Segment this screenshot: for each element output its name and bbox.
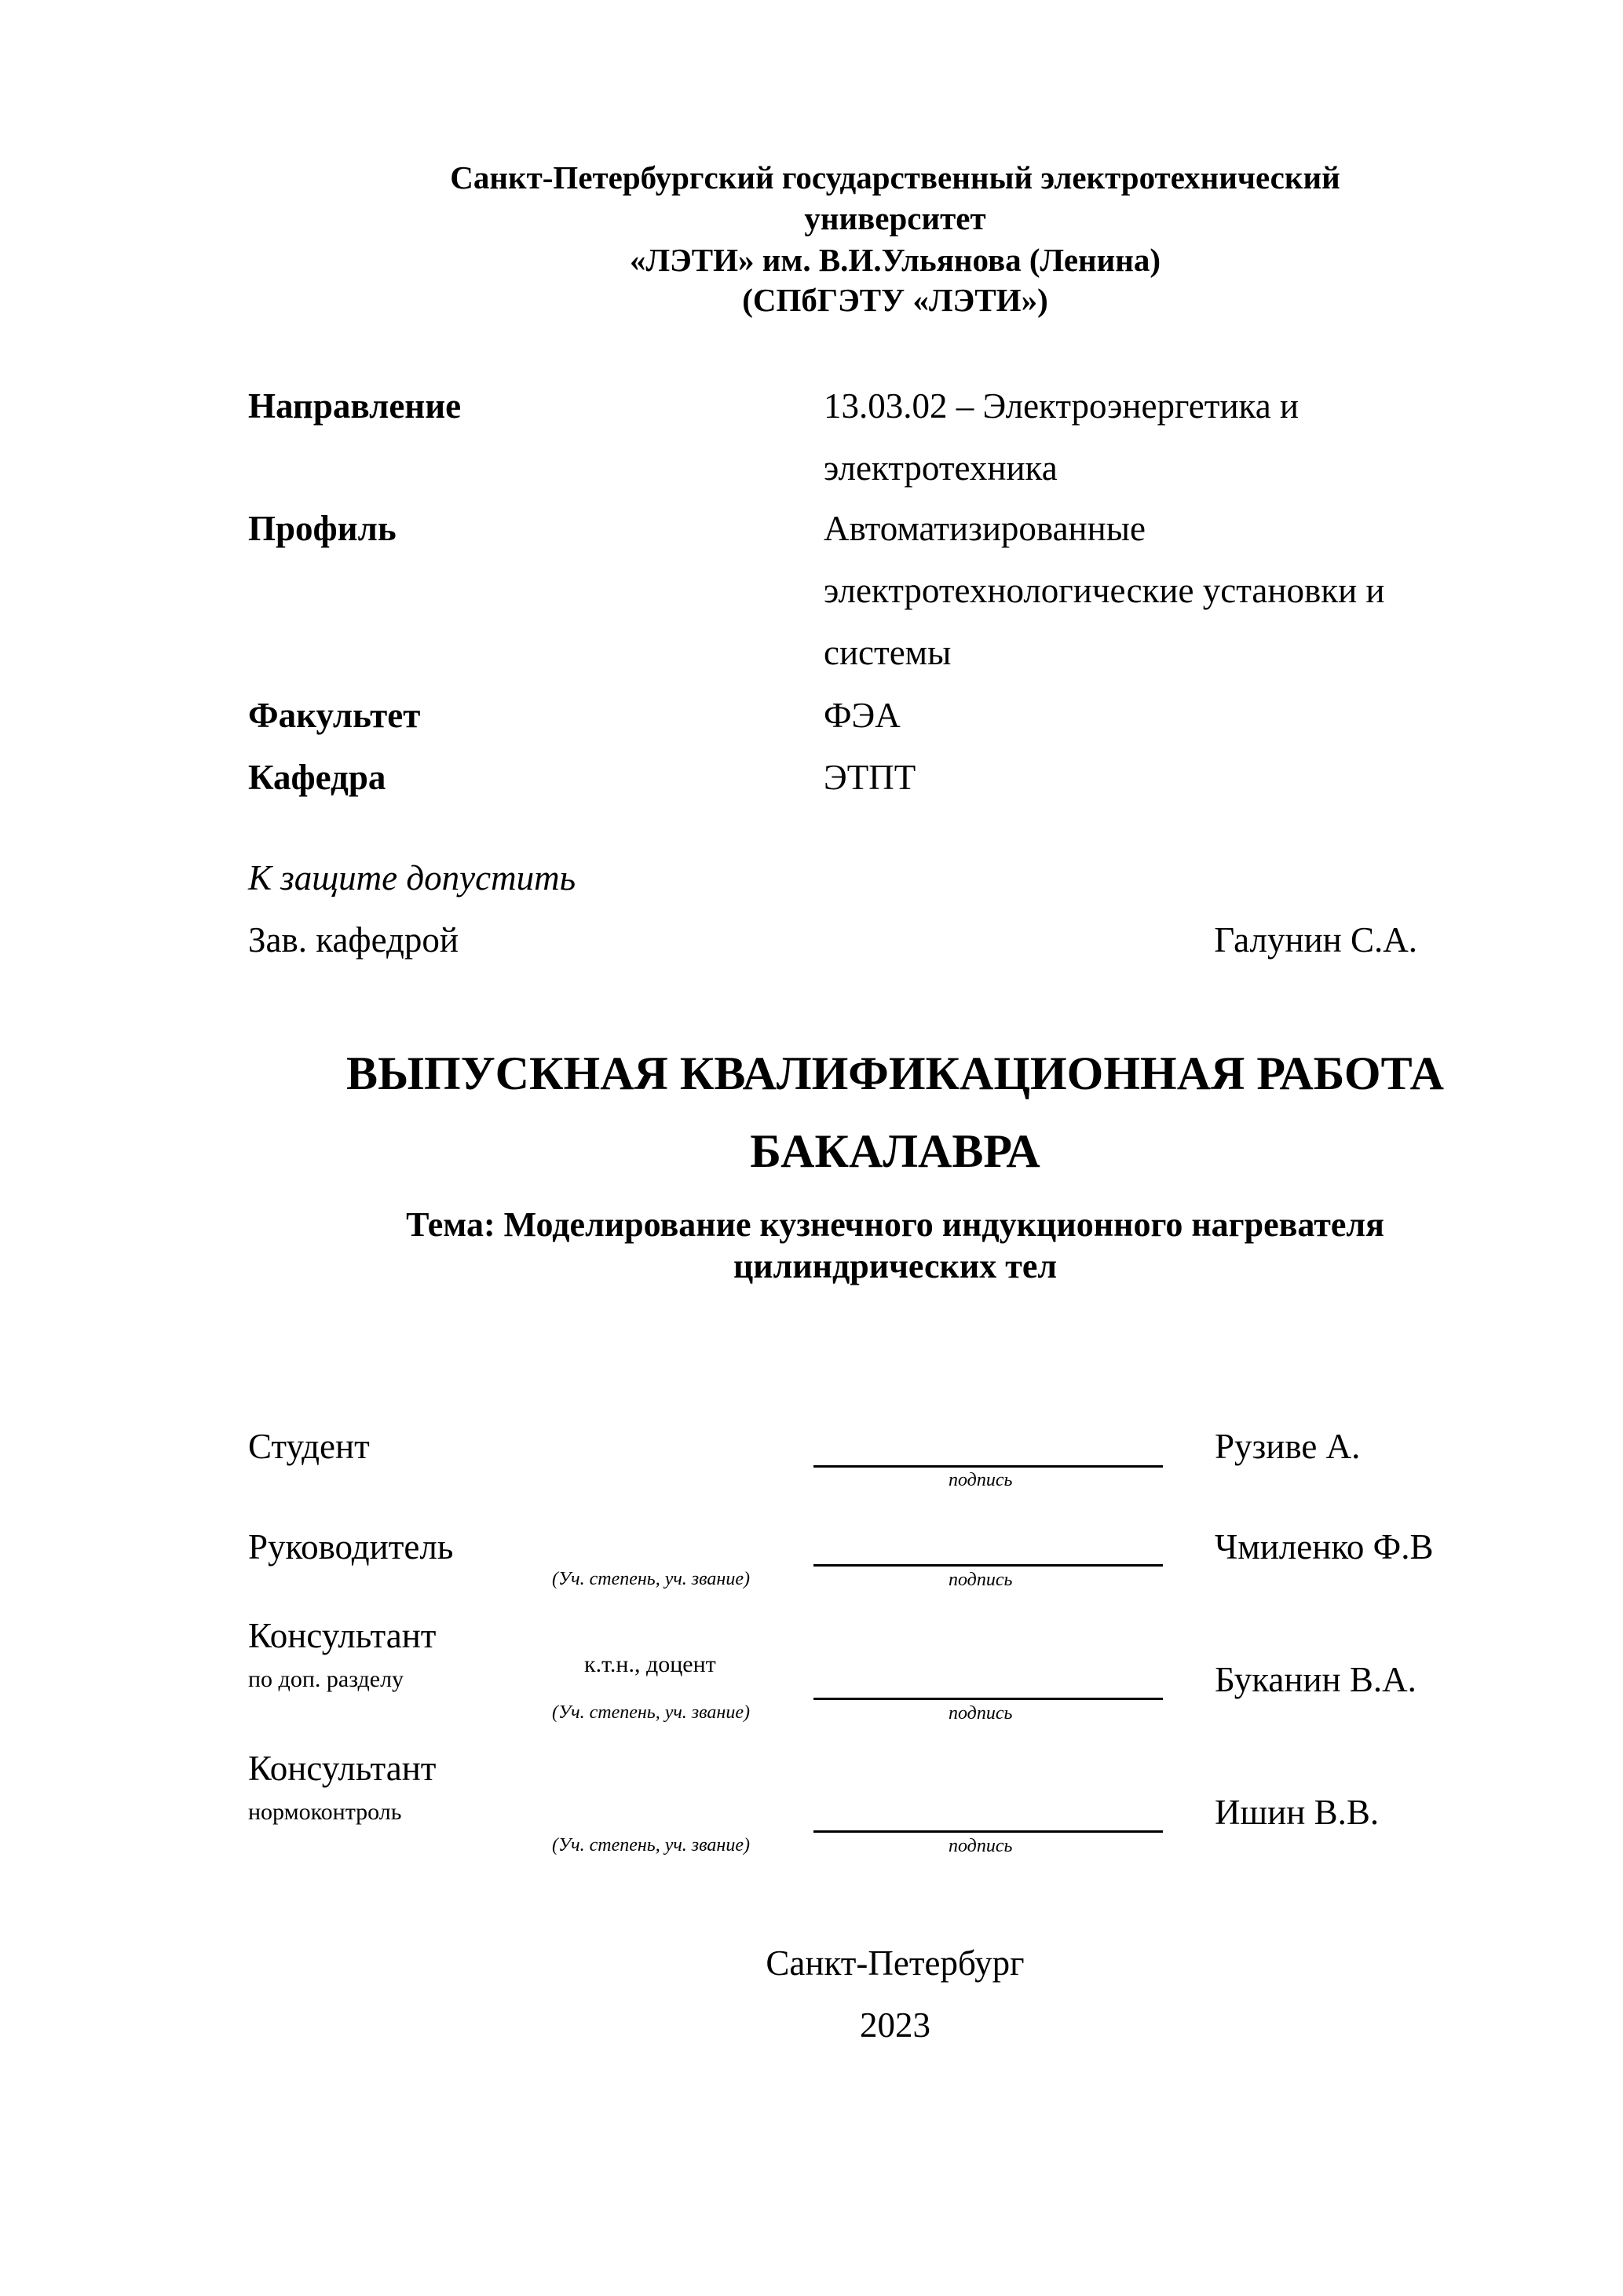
signature-line <box>813 1564 1163 1567</box>
supervisor-label: Руководитель <box>248 1527 454 1567</box>
profile-value: Автоматизированные <box>824 509 1146 548</box>
faculty-value: ФЭА <box>824 696 901 735</box>
signature-caption: подпись <box>949 1836 1013 1856</box>
degree-caption: (Уч. степень, уч. звание) <box>552 1835 750 1855</box>
header-line: (СПбГЭТУ «ЛЭТИ») <box>742 282 1048 318</box>
degree-caption: (Уч. степень, уч. звание) <box>552 1569 750 1589</box>
consultant-name: Буканин В.А. <box>1215 1660 1416 1699</box>
department-label: Кафедра <box>248 758 386 797</box>
profile-label: Профиль <box>248 509 397 548</box>
student-label: Студент <box>248 1427 370 1466</box>
department-value: ЭТПТ <box>824 758 916 797</box>
profile-value: электротехнологические установки и <box>824 571 1385 610</box>
signature-line <box>813 1465 1163 1468</box>
theme-line: Тема: Моделирование кузнечного индукционного нагревателя <box>406 1205 1384 1244</box>
theme-line: цилиндрических тел <box>733 1247 1058 1285</box>
signature-line <box>813 1830 1163 1833</box>
direction-value: электротехника <box>824 448 1058 488</box>
signature-caption: подпись <box>949 1703 1013 1724</box>
title-line: ВЫПУСКНАЯ КВАЛИФИКАЦИОННАЯ РАБОТА <box>346 1047 1444 1099</box>
head-label: Зав. кафедрой <box>248 920 459 960</box>
header-line: «ЛЭТИ» им. В.И.Ульянова (Ленина) <box>629 242 1161 278</box>
head-name: Галунин С.А. <box>1214 920 1417 960</box>
title-line: БАКАЛАВРА <box>750 1125 1040 1177</box>
admit-text: К защите допустить <box>248 858 576 898</box>
student-name: Рузиве А. <box>1215 1427 1361 1466</box>
signature-caption: подпись <box>949 1570 1013 1590</box>
header-line: университет <box>804 200 986 236</box>
consultant-sub: нормоконтроль <box>248 1799 402 1825</box>
city: Санкт-Петербург <box>766 1943 1025 1983</box>
direction-value: 13.03.02 – Электроэнергетика и <box>824 386 1299 426</box>
supervisor-name: Чмиленко Ф.В <box>1215 1527 1434 1567</box>
profile-value: системы <box>824 633 952 672</box>
consultant-degree: к.т.н., доцент <box>584 1651 716 1677</box>
consultant-label: Консультант <box>248 1616 437 1655</box>
direction-label: Направление <box>248 386 462 426</box>
consultant-name: Ишин В.В. <box>1215 1793 1380 1832</box>
year: 2023 <box>860 2005 930 2045</box>
header-line: Санкт-Петербургский государственный электротехнический <box>450 159 1340 196</box>
signature-caption: подпись <box>949 1470 1013 1490</box>
signature-line <box>813 1698 1163 1700</box>
faculty-label: Факультет <box>248 696 421 735</box>
consultant-label: Консультант <box>248 1749 437 1788</box>
consultant-sub: по доп. разделу <box>248 1666 404 1692</box>
degree-caption: (Уч. степень, уч. звание) <box>552 1702 750 1723</box>
